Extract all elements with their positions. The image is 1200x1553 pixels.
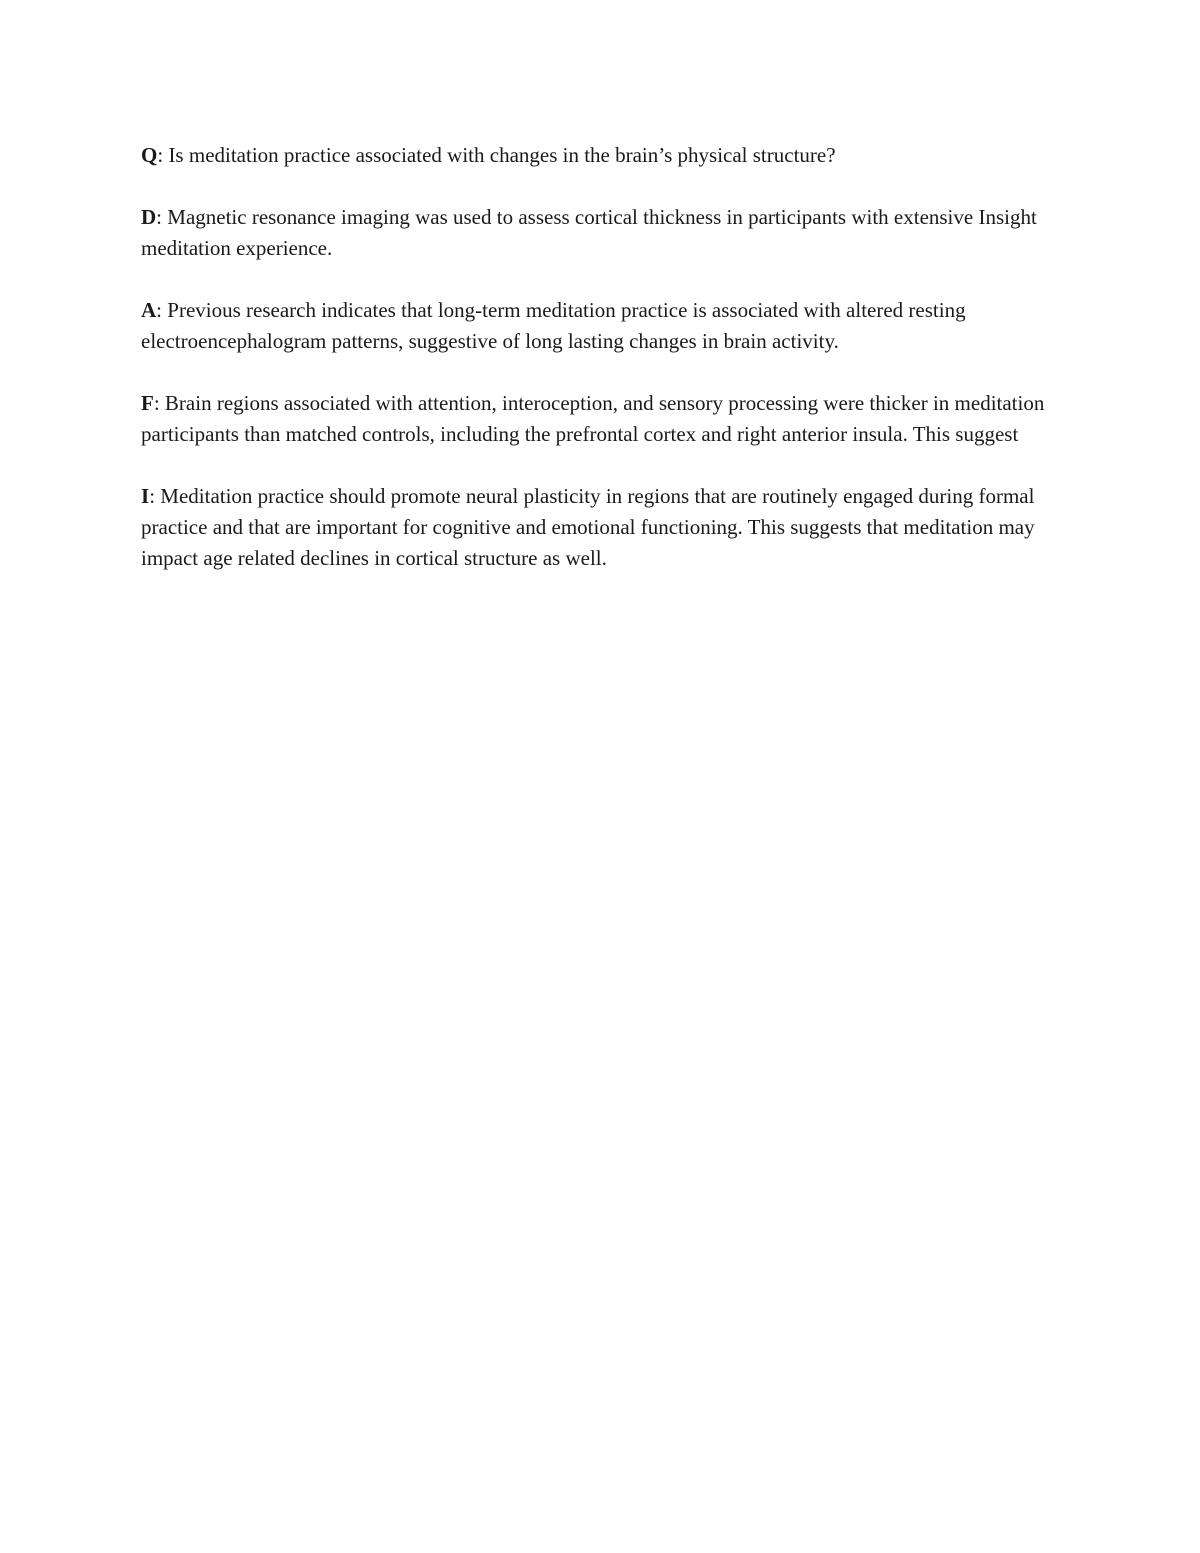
entry-key: D [141,205,157,229]
document-body [141,140,1061,605]
entry-implications [141,481,1061,574]
entry-key: Q [141,143,158,167]
entry-separator: : [153,391,165,415]
entry-text: Previous research indicates that long-term meditation practice is associated with altered resting electroencephalogram patterns, suggestive of long lasting changes in brain activity. [141,298,966,353]
entry-background [141,295,1061,357]
entry-text: Is meditation practice associated with changes in the brain’s physical structure? [168,143,836,167]
entry-key: F [141,391,154,415]
entry-question [141,140,1061,171]
entry-separator: : [156,205,168,229]
entry-text: Brain regions associated with attention, interoception, and sensory processing were thicker in meditation participants than matched controls, including the prefrontal cortex and right anterior insula. This suggest [141,391,1045,446]
entry-text: Magnetic resonance imaging was used to assess cortical thickness in participants with extensive Insight meditation experience. [141,205,1037,260]
entry-key: I [141,484,150,508]
entry-design [141,202,1061,264]
entry-key: A [141,298,157,322]
entry-separator: : [157,143,169,167]
entry-separator: : [149,484,161,508]
entry-text: Meditation practice should promote neural plasticity in regions that are routinely engaged during formal practice and that are important for cognitive and emotional functioning. This suggests that meditation may impact age related declines in cortical structure as well. [141,484,1035,570]
entry-separator: : [156,298,168,322]
entry-findings [141,388,1061,450]
